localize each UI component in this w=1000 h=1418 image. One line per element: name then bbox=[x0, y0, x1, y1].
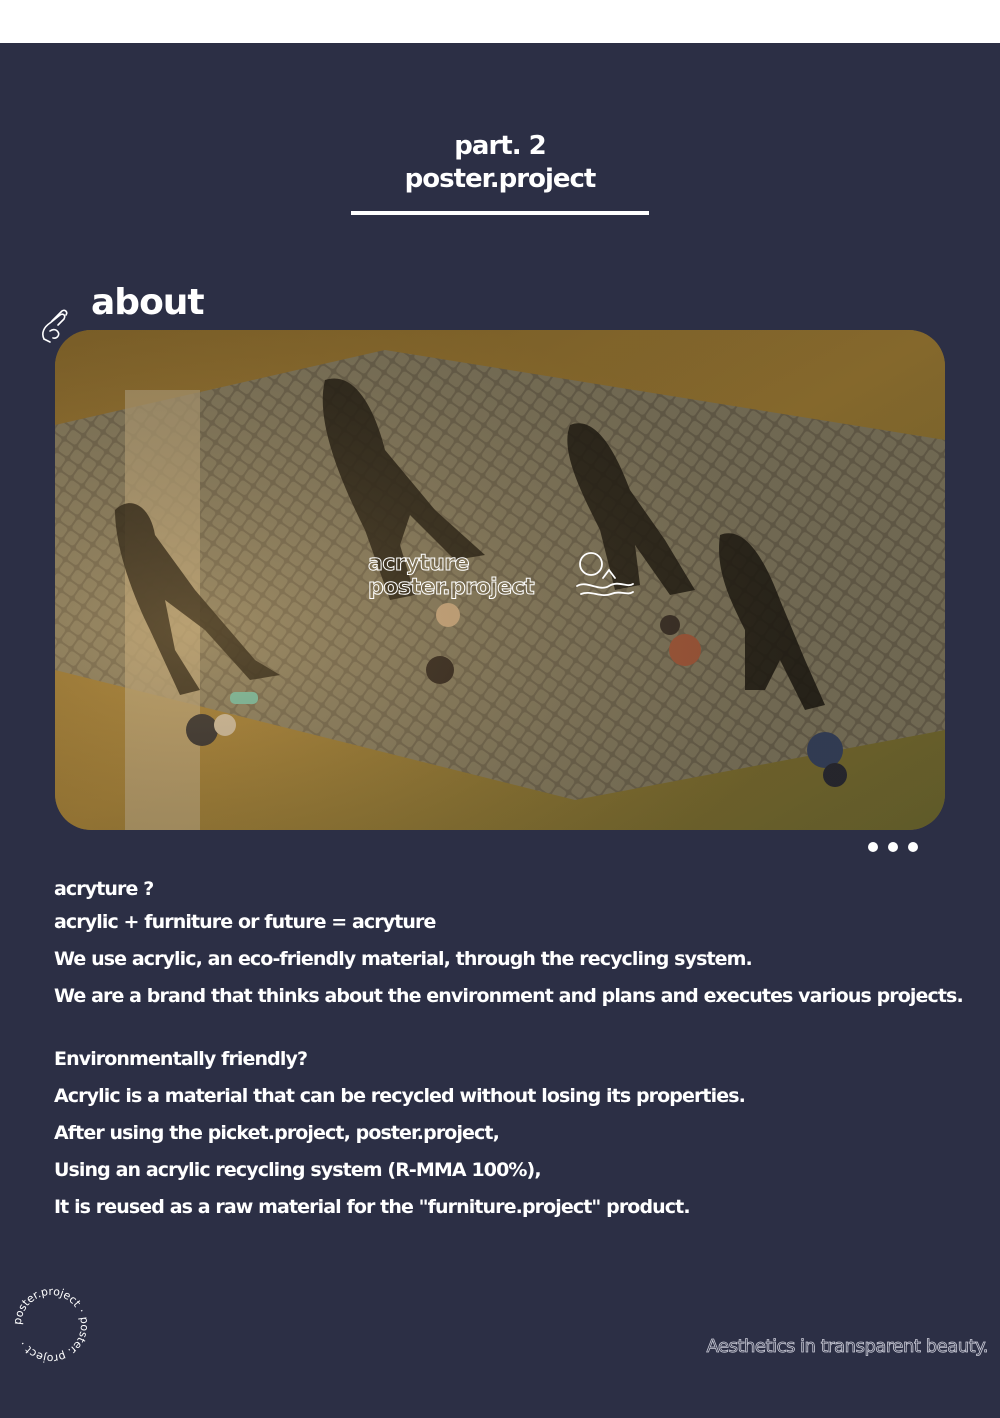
intro-question: acryture ? bbox=[54, 878, 154, 900]
eco-line: It is reused as a raw material for the "furniture.project" product. bbox=[54, 1196, 690, 1218]
intro-line: acrylic + furniture or future = acryture bbox=[54, 911, 436, 933]
overlay-logo-text bbox=[368, 552, 534, 600]
circular-seal bbox=[8, 1282, 94, 1368]
eco-question: Environmentally friendly? bbox=[54, 1048, 308, 1070]
slogan: Aesthetics in transparent beauty. bbox=[706, 1336, 988, 1357]
section-title: about bbox=[91, 282, 204, 323]
intro-line: We use acrylic, an eco-friendly material, through the recycling system. bbox=[54, 948, 752, 970]
seal-text: poster.project · poster. project · bbox=[10, 1284, 92, 1366]
dot bbox=[888, 842, 898, 852]
dot bbox=[908, 842, 918, 852]
eco-line: After using the picket.project, poster.project, bbox=[54, 1122, 499, 1144]
intro-line: We are a brand that thinks about the environment and plans and executes various projects. bbox=[54, 985, 963, 1007]
part-label: part. 2 bbox=[454, 131, 546, 161]
dot bbox=[868, 842, 878, 852]
eco-line: Using an acrylic recycling system (R-MMA 100%), bbox=[54, 1159, 541, 1181]
eco-line: Acrylic is a material that can be recycled without losing its properties. bbox=[54, 1085, 745, 1107]
title-underline bbox=[351, 211, 649, 215]
more-indicator bbox=[868, 842, 918, 852]
hero-photo bbox=[55, 330, 945, 830]
overlay-logo-line1: acryture bbox=[368, 551, 470, 576]
overlay-logo-line2: poster.project bbox=[368, 575, 535, 600]
project-title: poster.project bbox=[404, 164, 596, 194]
brand-mark-icon bbox=[573, 548, 635, 604]
